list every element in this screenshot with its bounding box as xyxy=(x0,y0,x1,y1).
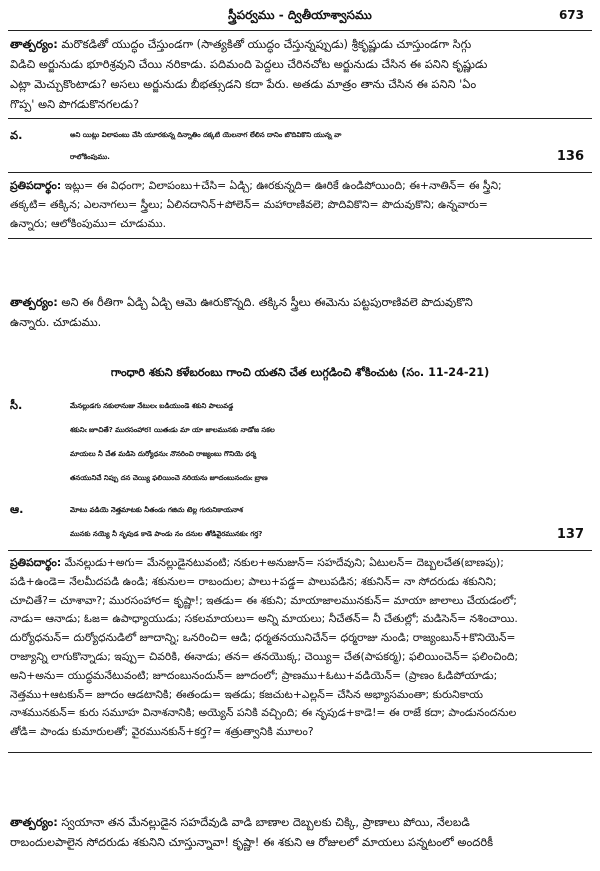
text-line: ఎట్లా మెచ్చుకొంటాడు? అసలు అర్జునుడు బీభత్సుడని కదా పేరు. అతడు మాత్రం తాను చేసిన ఈ పనిని 'ఏం xyxy=(10,77,477,91)
section-rule xyxy=(8,172,592,173)
section-rule xyxy=(8,238,592,239)
verse-mark: ఆ. xyxy=(10,502,24,516)
tatparyam-label: తాత్పర్యం: xyxy=(10,295,58,309)
text-line: తక్కటి= తక్కిన; ఎలనాగలు= స్త్రీలు; ఏలినదానిన్+పోలెన్= మహారాణివలె; పొదివికొని= పొదువుకొని; ఉన్నవారు= xyxy=(10,198,488,211)
verse-line: తనయునిచే నిప్పు దన చెయ్యి ఫలియించె నరియను జూదంబునందుఁ బ్రాణ xyxy=(70,474,268,482)
text-line: తోడి= పాండు కుమారులతో; వైరమునకున్+కర్త?= శత్రుత్వానికి మూలం? xyxy=(10,725,314,739)
verse-mark: వ. xyxy=(10,128,23,142)
tatparyam-label: తాత్పర్యం: xyxy=(10,37,58,51)
text-line: ఉన్నారు; ఆలోకింపుము= చూడుము. xyxy=(10,217,167,230)
verse-number: 137 xyxy=(556,527,584,542)
verse-line: రాలోకింపుము. xyxy=(70,153,110,161)
pratipadartham-label: ప్రతిపదార్థం: xyxy=(10,556,62,569)
text-line: ఇట్లు= ఈ విధంగా; విలాపంబు+చేసి= ఏడ్చి; ఊరకున్నది= ఊరికే ఉండిపోయింది; ఈ+నాతిన్= ఈ స్త్రీని; xyxy=(64,179,502,192)
section-rule xyxy=(8,752,592,753)
verse-137 xyxy=(10,498,590,546)
text-line: మేనల్లుడు+అగు= మేనల్లుడైనటువంటి; నకుల+అనుజున్= సహదేవుని; ఏటులన్= దెబ్బలచేత(బాణపు); xyxy=(64,556,504,569)
tatparyam-paragraph-2 xyxy=(10,292,590,332)
verse-line: మాయలు నీ చేత మడిసె దుర్యోధనుఁ నొనరించి రాజ్యంబు గొనియె ధర్మ xyxy=(70,450,256,458)
text-line: పడి+ఉండె= నేలమీదపడి ఉండి; శకునుల= రాబందుల; పాలు+పడ్డ= పాలుపడిన; శకునిన్= నా సోదరుడు శకునిని; xyxy=(10,574,497,588)
verse-136 xyxy=(10,124,590,168)
verse-mark: సీ. xyxy=(10,398,23,412)
verse-line: మోటు వడియె నెత్తమాటకు నీతండు గజిచు టెల్ల గురునికాయనాశ xyxy=(70,506,243,514)
text-line: చూచితే?= చూశావా?; మురసంహార= కృష్ణా!; ఇతడు= ఈ శకుని; మాయాజాలమునకున్= మాయా జాలాలు చేయడంలో; xyxy=(10,593,517,607)
pratipadartham-2 xyxy=(10,554,590,742)
page-header xyxy=(0,6,600,28)
text-line: మరొకడితో యుద్ధం చేస్తుండగా (సాత్యకితో యుద్ధం చేస్తున్నప్పుడు) శ్రీకృష్ణుడు చూస్తుండగా సిగ్గు xyxy=(61,37,472,51)
verse-line: మునకు నయ్యె నీ నృపుడ కాడె పాండు నం దనుల తోడివైరమునకుఁ గర్త? xyxy=(70,530,263,538)
verse-line: అని యిట్లు విలాపంబు చేసి యూరకున్న దిన్నాతిం దక్కటి యెలనాగ లేలిన దానిం బొదివికొని యున్న వా xyxy=(70,131,342,139)
section-rule xyxy=(8,550,592,551)
verse-line: శకునిఁ జూచితే? మురసంహార! యితఁడు మా యా జాలమునకు నాడోజ సకల xyxy=(70,426,275,434)
text-line: నాడు= ఆనాడు; ఓజ= ఉపాధ్యాయుడు; సకలమాయలు= అన్ని మాయలు; నీచేతన్= నీ చేతుల్లో; మడిసెన్= నశించాయి. xyxy=(10,612,518,626)
page-number: 673 xyxy=(558,8,584,22)
text-line: రాబందులపాలైన సోదరుడు శకునిని చూస్తున్నావా! కృష్ణా! ఈ శకుని ఆ రోజులలో మాయలు పన్నటంలో అందరికీ xyxy=(10,835,494,849)
pratipadartham-1 xyxy=(10,176,590,233)
verse-line: మేనల్లుడగు నకులానుజు నేటులఁ బడియుండె శకుని పాలువడ్డ xyxy=(70,402,234,410)
context-heading: గాంధారి శకుని కళేబరంబు గాంచి యతని చేత లుగ్గడించి శోకించుట (సం. 11-24-21) xyxy=(110,366,490,379)
tatparyam-label: తాత్పర్యం: xyxy=(10,815,58,829)
section-rule xyxy=(8,118,592,119)
tatparyam-paragraph-1 xyxy=(10,34,590,114)
tatparyam-paragraph-3 xyxy=(10,812,590,852)
verse-number: 136 xyxy=(556,149,584,164)
header-rule xyxy=(8,30,592,31)
text-line: అని+అను= యుద్ధమనేటువంటి; జూదంబునందున్= జూదంలో; ప్రాణము+ఓటు+వడియెన్= (ప్రాణం ఓడిపోయాడు; xyxy=(10,668,498,682)
seesa-verse xyxy=(10,394,590,490)
text-line: విడిచి అర్జునుడు భూరిశ్రవుని చేయి నరికాడు. పదిమంది పెద్దలు చేరినచోట అర్జునుడు చేసిన ఈ పనిని కృష్ణుడు xyxy=(10,57,488,71)
text-line: నెత్తము+ఆటకున్= జూదం ఆడటానికి; ఈతండు= ఇతడు; కజచుట+ఎల్లన్= చేసిన అభ్యాసమంతా; కురునికాయ xyxy=(10,687,483,701)
running-title: స్త్రీపర్వము - ద్వితీయాశ్వాసము xyxy=(228,8,372,22)
text-line: గొప్ప' అని పొగడుకొనగలడు? xyxy=(10,97,140,111)
text-line: దుర్యోధనున్= దుర్యోధనుడిలో జూదాన్ని; ఒనరించి= ఆడి; ధర్మతనయునిచేన్= ధర్మరాజు నుండి; రాజ్యంబున్+కొనియెన్= xyxy=(10,631,516,645)
text-line: స్వయానా తన మేనల్లుడైన సహదేవుడి వాడి బాణాల దెబ్బలకు చిక్కి, ప్రాణాలు పోయి, నేలబడి xyxy=(61,815,470,829)
text-line: రాజ్యాన్ని లాగుకొన్నాడు; ఇప్పు= చివరికి, ఈనాడు; తన= తనయొక్క; చెయ్యి= చేత(పాపకర్మ); ఫలియించెన్= ఫలించింది; xyxy=(10,649,519,663)
text-line: అని ఈ రీతిగా ఏడ్చి ఏడ్చి ఆమె ఊరుకొన్నది. తక్కిన స్త్రీలు ఈమెను పట్టపురాణివలె పొదువుకొని xyxy=(61,295,473,309)
text-line: నాశమునకున్= కురు సమూహ వినాశనానికి; అయ్యెన్ పనికి వచ్చింది; ఈ నృపుడ+కాడె!= ఈ రాజే కదా; పాండునందనుల xyxy=(10,706,517,720)
text-line: ఉన్నారు. చూడుము. xyxy=(10,315,102,329)
pratipadartham-label: ప్రతిపదార్థం: xyxy=(10,179,62,192)
